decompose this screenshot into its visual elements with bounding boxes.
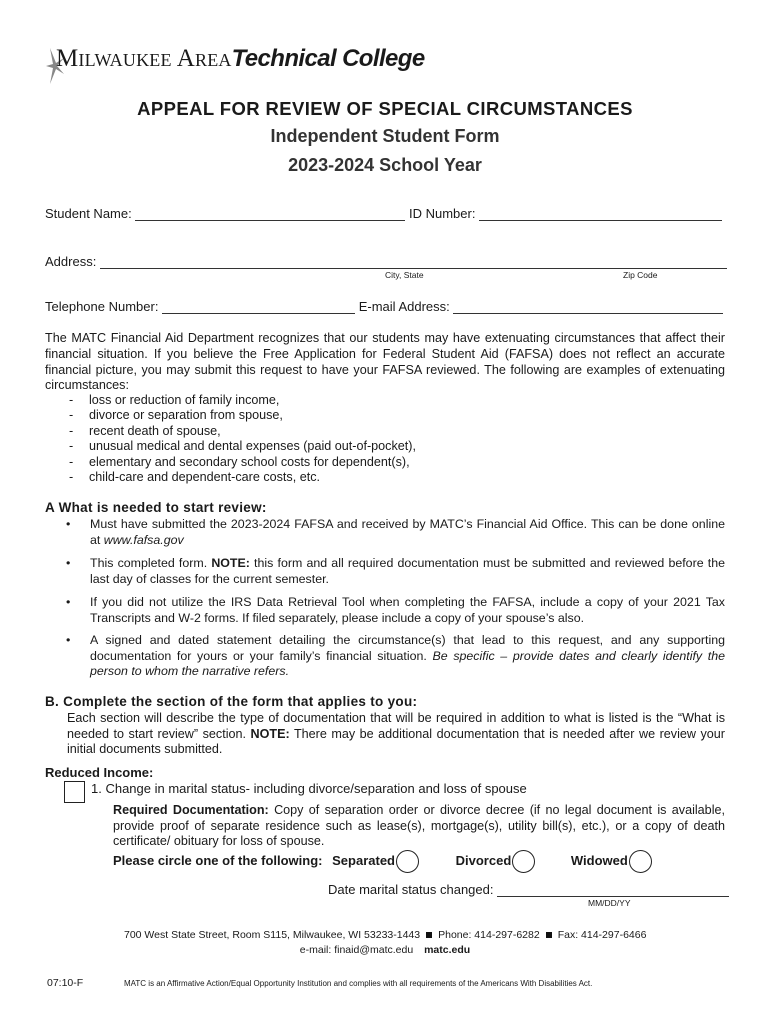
section-a-bullet-2: • This completed form. NOTE: this form and all required documentation must be submitted and reviewed before the last day of classes for the current semester. (66, 556, 725, 586)
section-b-intro-cont: There may be additional documentation that is needed after we review your initial documents submitted. (67, 726, 725, 757)
option-divorced-circle[interactable] (512, 850, 535, 873)
student-name-label: Student Name: (45, 206, 132, 221)
id-number-label: ID Number: (408, 206, 476, 221)
telephone-field[interactable] (162, 301, 355, 314)
list-item: - unusual medical and dental expenses (paid out-of-pocket), (69, 439, 709, 454)
footer-email: e-mail: finaid@matc.edu (299, 944, 414, 956)
footer-disclaimer: MATC is an Affirmative Action/Equal Opportunity Institution and complies with all requirements of the Americans With Disabilities Act. (124, 979, 593, 988)
required-doc-label: Required Documentation: (113, 803, 269, 817)
examples-list (69, 393, 709, 485)
page-title: APPEAL FOR REVIEW OF SPECIAL CIRCUMSTANCES (137, 98, 633, 119)
footer-contact-line (124, 929, 646, 941)
section-a-bullet-3: • If you did not utilize the IRS Data Retrieval Tool when completing the FAFSA, include a copy of your 2021 Tax Transcripts and W-2 forms. If filed separately, please include a copy of your spouse’s also. (66, 595, 725, 625)
city-state-caption: City, State (385, 270, 424, 280)
bullet-text: Must have submitted the 2023-2024 FAFSA and received by MATC’s Financial Aid Office. This can be done online at (90, 517, 725, 547)
address-field[interactable] (100, 256, 727, 269)
footer-fax: Fax: 414-297-6466 (557, 929, 647, 941)
square-bullet-icon (426, 932, 432, 938)
student-name-row (45, 206, 722, 221)
reduced-income-item-1: 1. Change in marital status- including divorce/separation and loss of spouse (91, 781, 527, 796)
email-field[interactable] (453, 301, 723, 314)
page-subtitle: Independent Student Form (270, 126, 500, 146)
section-b-text (67, 711, 725, 758)
telephone-label: Telephone Number: (45, 299, 159, 314)
date-changed-label: Date marital status changed: (328, 882, 494, 897)
option-widowed-circle[interactable] (629, 850, 652, 873)
form-code: 07:10-F (47, 977, 84, 989)
date-changed-field[interactable] (497, 884, 729, 897)
list-item: - child-care and dependent-care costs, etc. (69, 470, 709, 485)
footer-website[interactable]: matc.edu (424, 944, 471, 956)
id-number-field[interactable] (479, 208, 722, 221)
address-row (45, 254, 727, 269)
section-a-bullet-1: • Must have submitted the 2023-2024 FAFSA and received by MATC’s Financial Aid Office. This can be done online at www.fafsa.gov (66, 517, 725, 547)
section-b-intro: Each section will describe the type of documentation that will be required in addition to what is listed is the “What is needed to start review” section. (67, 711, 725, 741)
logo-part2: Technical College (231, 45, 425, 72)
logo-part1: Milwaukee Area (56, 45, 232, 72)
bullet-text: If you did not utilize the IRS Data Retrieval Tool when completing the FAFSA, include a copy of your 2021 Tax Transcripts and W-2 forms. If filed separately, please include a copy of your spouse’s also. (90, 595, 725, 625)
intro-paragraph: The MATC Financial Aid Department recognizes that our students may have extenuating circumstances that affect their financial situation. If you believe the Free Application for Federal Student Aid (FAFSA) does not reflect an accurate financial picture, you may submit this request to have your FAFSA reviewed. The following are examples of extenuating circumstances: (45, 331, 725, 393)
student-name-field[interactable] (135, 208, 405, 221)
option-separated-label: Separated (332, 852, 395, 868)
date-format-caption: MM/DD/YY (588, 898, 631, 908)
email-label: E-mail Address: (358, 299, 450, 314)
section-a-bullet-4: • A signed and dated statement detailing the circumstance(s) that lead to this request, and any supporting documentation for yours or your family’s financial situation. Be specific – provide dates and clearly identify the person to whom the narrative refers. (66, 633, 725, 679)
logo-wordmark (56, 44, 425, 74)
bullet-italic: Be specific – provide dates and clearly identify the person to whom the narrative refers. (90, 648, 725, 679)
option-divorced-label: Divorced (455, 852, 512, 868)
reduced-income-heading: Reduced Income: (45, 765, 154, 780)
list-item: - divorce or separation from spouse, (69, 408, 709, 423)
address-label: Address: (45, 254, 97, 269)
bullet-text: A signed and dated statement detailing the circumstance(s) that lead to this request, and any supporting documentation for yours or your family’s financial situation. (90, 633, 725, 663)
fafsa-link[interactable]: www.fafsa.gov (103, 532, 184, 547)
note-label: NOTE: (211, 556, 250, 570)
footer-web-line (0, 944, 770, 956)
circle-prompt: Please circle one of the following: (113, 852, 323, 868)
date-changed-row (328, 882, 729, 897)
list-item: - recent death of spouse, (69, 424, 709, 439)
option-widowed-label: Widowed (570, 852, 628, 868)
zip-caption: Zip Code (623, 270, 658, 280)
reduced-income-checkbox[interactable] (64, 781, 85, 803)
bullet-text: this form and all required documentation must be submitted and reviewed before the last day of classes for the current semester. (90, 556, 725, 586)
school-year: 2023-2024 School Year (288, 155, 482, 175)
square-bullet-icon (546, 932, 552, 938)
contact-row (45, 299, 723, 314)
section-a-heading: A What is needed to start review: (45, 500, 267, 515)
college-logo (44, 44, 424, 84)
required-doc-text: Copy of separation order or divorce decree (if no legal document is available, provide proof of separate residence such as lease(s), mortgage(s), utility bill(s), etc.), or a copy of death certificate/ obituary for loss of spouse. (113, 803, 725, 849)
list-item: - loss or reduction of family income, (69, 393, 709, 408)
circle-options-row (113, 850, 652, 873)
option-separated-circle[interactable] (396, 850, 419, 873)
footer-address: 700 West State Street, Room S115, Milwaukee, WI 53233-1443 (124, 929, 421, 941)
note-label: NOTE: (250, 726, 290, 741)
required-documentation (113, 803, 725, 850)
bullet-text: This completed form. (90, 556, 212, 570)
list-item: - elementary and secondary school costs for dependent(s), (69, 455, 709, 470)
footer-phone: Phone: 414-297-6282 (438, 929, 540, 941)
section-b-heading: B. Complete the section of the form that applies to you: (45, 694, 418, 709)
